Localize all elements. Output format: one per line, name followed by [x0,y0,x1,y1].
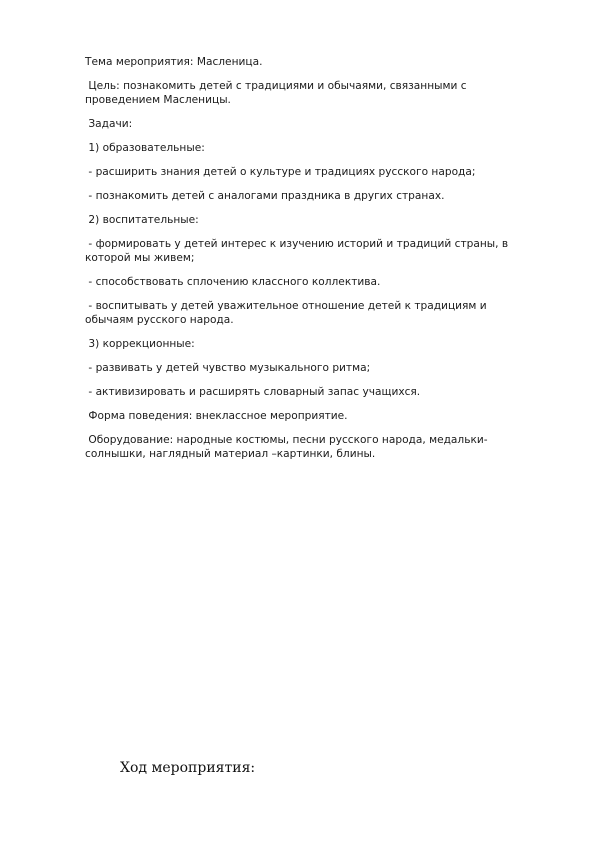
paragraph-item: - развивать у детей чувство музыкального ритма; [85,362,371,374]
document-body [85,55,525,471]
paragraph-correctional: 3) коррекционные: [85,338,195,350]
paragraph-topic: Тема мероприятия: Масленица. [85,56,263,68]
paragraph-form: Форма поведения: внеклассное мероприятие. [85,410,348,422]
paragraph-goal: Цель: познакомить детей с традициями и обычаями, связанными с проведением Масленицы. [85,80,470,106]
paragraph-equipment: Оборудование: народные костюмы, песни русского народа, медальки-солнышки, наглядный материал –картинки, блины. [85,434,488,460]
paragraph-item: - расширить знания детей о культуре и традициях русского народа; [85,166,476,178]
paragraph-item: - активизировать и расширять словарный запас учащихся. [85,386,421,398]
paragraph-item: - формировать у детей интерес к изучению историй и традиций страны, в которой мы живем; [85,238,512,264]
section-heading: Ход мероприятия: [120,760,256,776]
paragraph-educational: 1) образовательные: [85,142,205,154]
paragraph-item: - способствовать сплочению классного коллектива. [85,276,381,288]
paragraph-upbringing: 2) воспитательные: [85,214,199,226]
paragraph-item: - воспитывать у детей уважительное отношение детей к традициям и обычаям русского народа. [85,300,491,326]
paragraph-tasks: Задачи: [85,118,133,130]
paragraph-item: - познакомить детей с аналогами праздника в других странах. [85,190,445,202]
